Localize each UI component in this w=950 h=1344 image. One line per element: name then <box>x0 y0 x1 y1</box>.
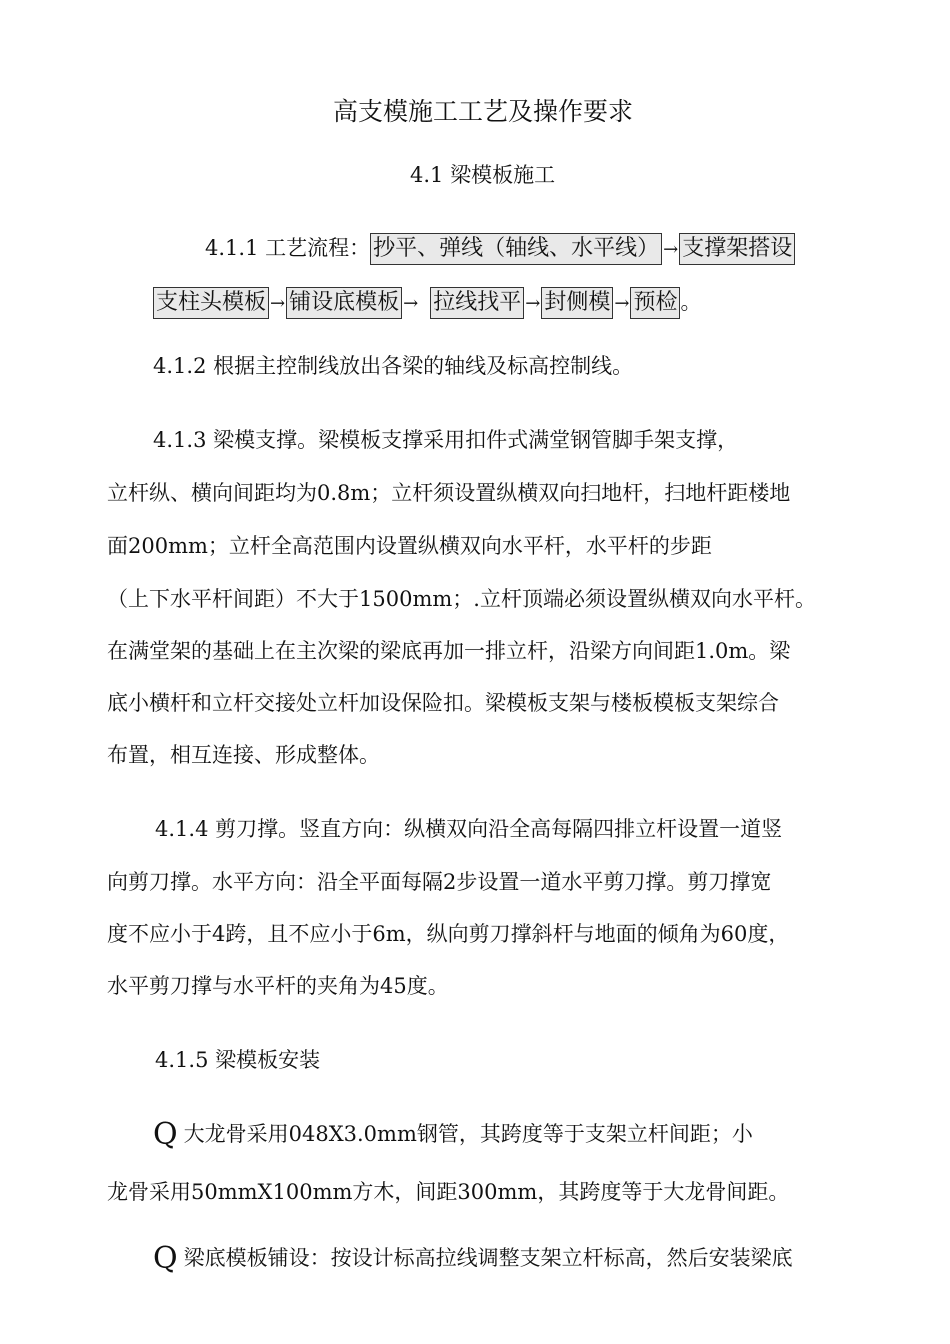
paragraph-line: 立杆纵、横向间距均为0.8m；立杆须设置纵横双向扫地杆，扫地杆距楼地 <box>107 481 791 505</box>
paragraph-line: 水平剪刀撑与水平杆的夹角为45度。 <box>107 974 449 998</box>
list-item-line: 龙骨采用50mmX100mm方木，间距300mm，其跨度等于大龙骨间距。 <box>107 1180 790 1204</box>
paragraph-line: 布置，相互连接、形成整体。 <box>107 743 380 767</box>
list-item-line <box>153 1117 753 1152</box>
flow-arrow: → <box>614 293 630 314</box>
list-item-text: 梁底模板铺设：按设计标高拉线调整支架立杆标高，然后安装梁底 <box>183 1246 793 1270</box>
paragraph-line: 度不应小于4跨，且不应小于6m，纵向剪刀撑斜杆与地面的倾角为60度， <box>107 922 790 946</box>
flow-arrow: → <box>270 293 286 314</box>
page-title: 高支模施工工艺及操作要求 <box>333 97 634 126</box>
flow-step-6: 封侧模 <box>541 287 613 319</box>
paragraph-line: 底小横杆和立杆交接处立杆加设保险扣。梁模板支架与楼板模板支架综合 <box>107 691 779 715</box>
process-flow-line-2 <box>153 287 701 319</box>
flow-step-1: 抄平、弹线（轴线、水平线） <box>370 233 662 265</box>
bullet-mark: Q <box>153 1241 178 1276</box>
process-flow-line-1 <box>205 233 795 265</box>
bullet-mark: Q <box>153 1117 178 1152</box>
paragraph-line: （上下水平杆间距）不大于1500mm；.立杆顶端必须设置纵横双向水平杆。 <box>107 587 816 611</box>
section-heading: 4.1 梁模板施工 <box>410 163 556 187</box>
flow-step-2: 支撑架搭设 <box>679 233 795 265</box>
paragraph-line: 在满堂架的基础上在主次梁的梁底再加一排立杆，沿梁方向间距1.0m。梁 <box>107 639 791 663</box>
list-item-line <box>153 1241 793 1276</box>
flow-arrow: → <box>403 293 419 314</box>
paragraph-4-1-5-heading: 4.1.5 梁模板安装 <box>155 1048 321 1072</box>
paragraph-line: 4.1.3 梁模支撑。梁模板支撑采用扣件式满堂钢管脚手架支撑， <box>153 428 739 452</box>
paragraph-line: 面200mm；立杆全高范围内设置纵横双向水平杆，水平杆的步距 <box>107 534 712 558</box>
flow-step-5: 拉线找平 <box>430 287 524 319</box>
paragraph-4-1-2: 4.1.2 根据主控制线放出各梁的轴线及标高控制线。 <box>153 354 634 378</box>
flow-step-4: 铺设底模板 <box>286 287 402 319</box>
flow-arrow: → <box>525 293 541 314</box>
flow-step-7: 预检 <box>630 287 680 319</box>
flow-end-mark: 。 <box>680 290 702 314</box>
paragraph-line: 向剪刀撑。水平方向：沿全平面每隔2步设置一道水平剪刀撑。剪刀撑宽 <box>107 870 772 894</box>
flow-arrow: → <box>663 239 679 260</box>
list-item-text: 大龙骨采用048X3.0mm钢管，其跨度等于支架立杆间距；小 <box>183 1122 753 1146</box>
flow-label: 4.1.1 工艺流程： <box>205 236 371 260</box>
paragraph-line: 4.1.4 剪刀撑。竖直方向：纵横双向沿全高每隔四排立杆设置一道竖 <box>155 817 783 841</box>
flow-step-3: 支柱头模板 <box>153 287 269 319</box>
